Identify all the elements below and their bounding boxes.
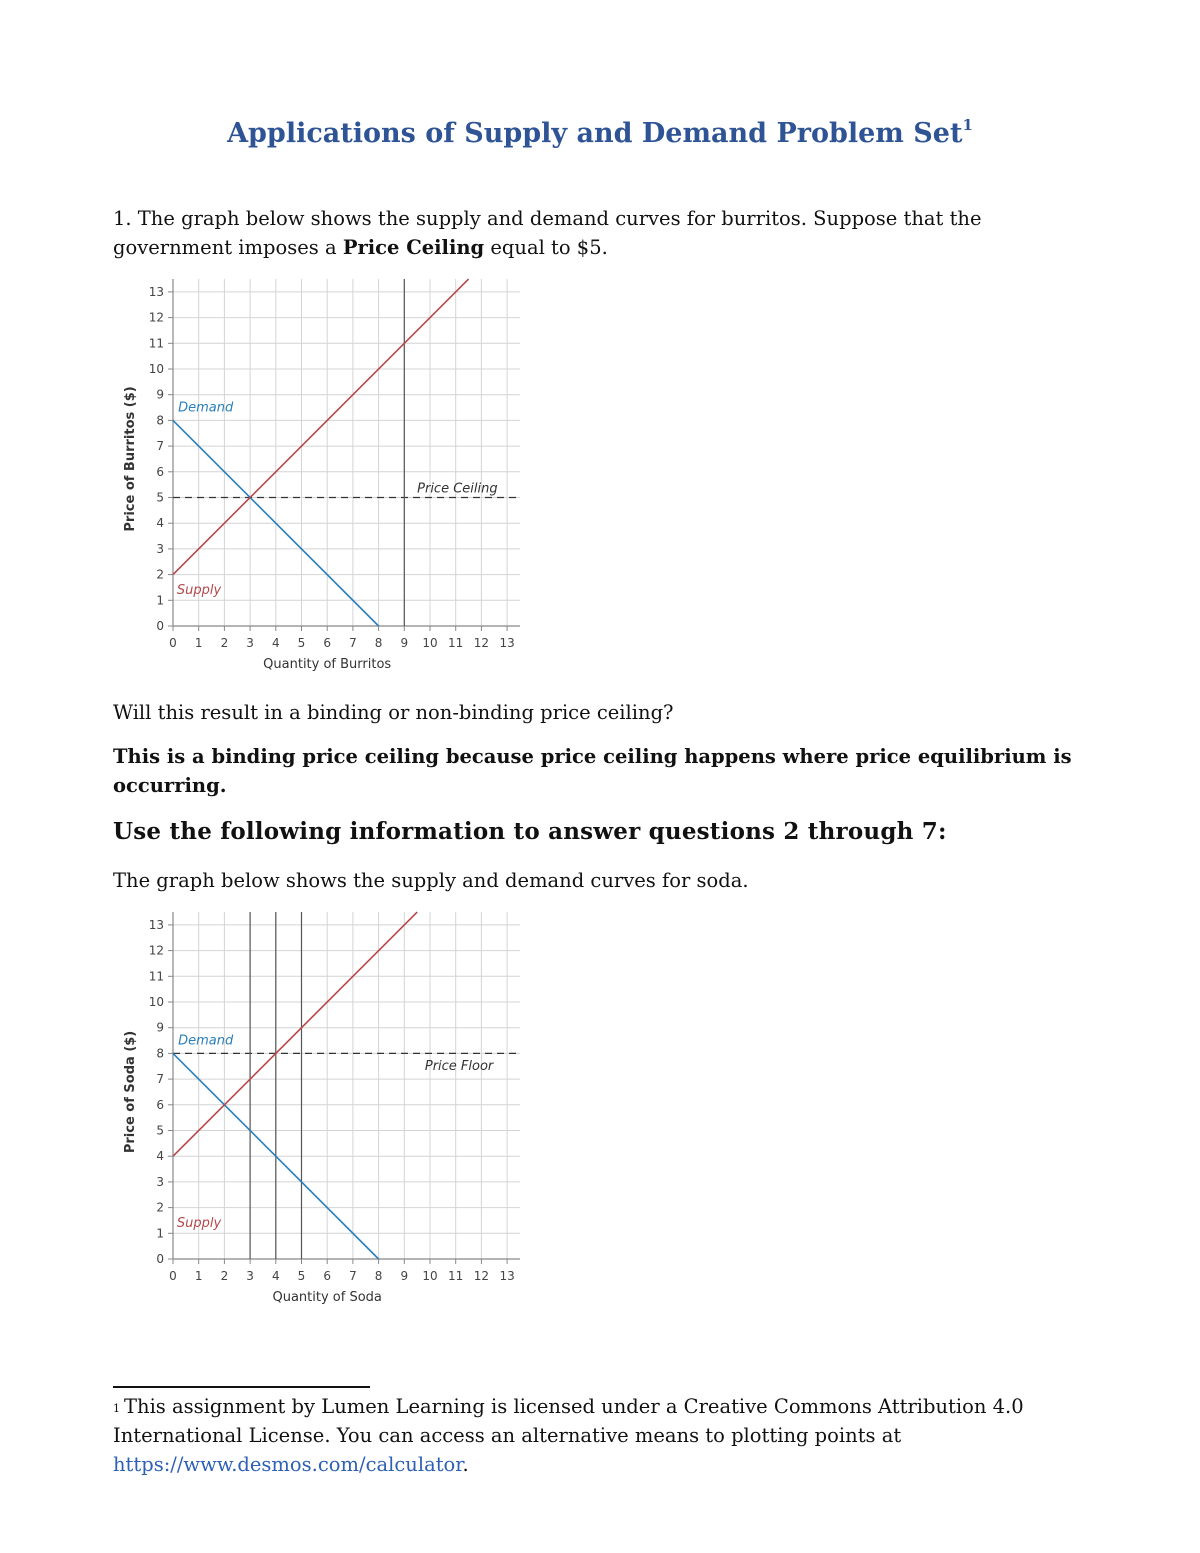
title-text: Applications of Supply and Demand Problem Set — [227, 118, 963, 149]
x-tick-label: 8 — [374, 1269, 383, 1283]
question-1-answer: This is a binding price ceiling because price ceiling happens where price equilibrium is occurring. — [113, 745, 1072, 797]
footnote-text: This assignment by Lumen Learning is licensed under a Creative Commons Attribution 4.0 International License. You can access an alternative means to plotting points at — [113, 1395, 1024, 1447]
x-tick-label: 7 — [349, 1269, 357, 1283]
y-tick-label: 10 — [148, 995, 164, 1009]
question-1-bold-term: Price Ceiling — [342, 236, 485, 259]
chart-svg — [118, 272, 528, 677]
x-tick-label: 4 — [271, 636, 280, 650]
y-tick-label: 5 — [156, 490, 164, 505]
x-tick-label: 8 — [374, 636, 383, 650]
x-tick-label: 2 — [220, 1269, 229, 1283]
y-tick-label: 5 — [156, 1123, 164, 1138]
y-tick-label: 4 — [156, 1149, 164, 1164]
y-tick-label: 9 — [156, 387, 164, 402]
y-axis-title: Price of Burritos ($) — [123, 386, 138, 532]
y-tick-label: 11 — [148, 969, 164, 984]
x-tick-label: 7 — [349, 636, 357, 650]
footnote-separator — [113, 1386, 370, 1388]
question-1-text-before: 1. The graph below shows the supply and demand curves for burritos. Suppose that the government imposes a — [113, 207, 982, 259]
y-axis-title: Price of Soda ($) — [123, 1030, 138, 1154]
x-tick-label: 0 — [169, 1269, 177, 1283]
y-tick-label: 12 — [148, 310, 164, 325]
desmos-link[interactable]: https://www.desmos.com/calculator — [113, 1453, 463, 1476]
x-axis-title: Quantity of Burritos — [263, 657, 392, 672]
footnote — [113, 1392, 1093, 1479]
question-1-prompt: Will this result in a binding or non-binding price ceiling? — [113, 701, 674, 724]
x-tick-label: 1 — [194, 1269, 203, 1283]
x-tick-label: 12 — [473, 636, 490, 650]
burrito-supply-demand-chart — [118, 272, 528, 677]
footnote-mark: 1 — [113, 1402, 120, 1415]
x-tick-label: 5 — [297, 636, 306, 650]
y-tick-label: 1 — [156, 593, 164, 608]
y-tick-label: 13 — [148, 284, 164, 299]
x-tick-label: 10 — [422, 636, 438, 650]
y-tick-label: 1 — [156, 1226, 164, 1241]
y-tick-label: 2 — [156, 1200, 164, 1215]
y-tick-label: 3 — [156, 1174, 164, 1189]
chart-svg — [118, 905, 528, 1310]
x-tick-label: 9 — [400, 1269, 409, 1283]
demand-label: Demand — [178, 1033, 234, 1049]
y-tick-label: 2 — [156, 567, 164, 582]
y-tick-label: 4 — [156, 516, 164, 531]
reference-line-label: Price Floor — [424, 1059, 494, 1075]
question-1-text-after: equal to $5. — [484, 236, 608, 259]
x-tick-label: 6 — [323, 1269, 332, 1283]
document-title — [0, 118, 1200, 149]
y-tick-label: 3 — [156, 541, 164, 556]
title-footnote-ref: 1 — [962, 116, 973, 134]
supply-label: Supply — [176, 1215, 222, 1231]
footnote-trailing: . — [462, 1453, 469, 1476]
y-tick-label: 0 — [156, 619, 164, 633]
y-tick-label: 8 — [156, 413, 164, 428]
x-tick-label: 1 — [194, 636, 203, 650]
x-tick-label: 10 — [422, 1269, 438, 1283]
x-tick-label: 9 — [400, 636, 409, 650]
x-tick-label: 0 — [169, 636, 177, 650]
y-tick-label: 0 — [156, 1252, 164, 1266]
x-tick-label: 4 — [271, 1269, 280, 1283]
soda-intro: The graph below shows the supply and demand curves for soda. — [113, 869, 749, 892]
x-tick-label: 12 — [473, 1269, 490, 1283]
supply-curve — [173, 279, 469, 575]
demand-label: Demand — [178, 400, 234, 416]
x-tick-label: 5 — [297, 1269, 306, 1283]
y-tick-label: 7 — [156, 1072, 164, 1087]
y-tick-label: 6 — [156, 464, 164, 479]
y-tick-label: 6 — [156, 1097, 164, 1112]
x-axis-title: Quantity of Soda — [272, 1290, 382, 1305]
y-tick-label: 10 — [148, 362, 164, 376]
x-tick-label: 2 — [220, 636, 229, 650]
y-tick-label: 8 — [156, 1046, 164, 1061]
y-tick-label: 7 — [156, 439, 164, 454]
x-tick-label: 13 — [499, 636, 515, 650]
y-tick-label: 11 — [148, 336, 164, 351]
reference-line-label: Price Ceiling — [417, 481, 498, 497]
x-tick-label: 3 — [246, 636, 254, 650]
y-tick-label: 13 — [148, 917, 164, 932]
x-tick-label: 11 — [448, 1269, 464, 1283]
x-tick-label: 6 — [323, 636, 332, 650]
x-tick-label: 3 — [246, 1269, 254, 1283]
soda-supply-demand-chart — [118, 905, 528, 1310]
section-heading: Use the following information to answer questions 2 through 7: — [113, 818, 947, 845]
y-tick-label: 9 — [156, 1020, 164, 1035]
x-tick-label: 11 — [448, 636, 464, 650]
x-tick-label: 13 — [499, 1269, 515, 1283]
y-tick-label: 12 — [148, 943, 164, 958]
supply-label: Supply — [176, 582, 222, 598]
question-1 — [113, 204, 1073, 262]
